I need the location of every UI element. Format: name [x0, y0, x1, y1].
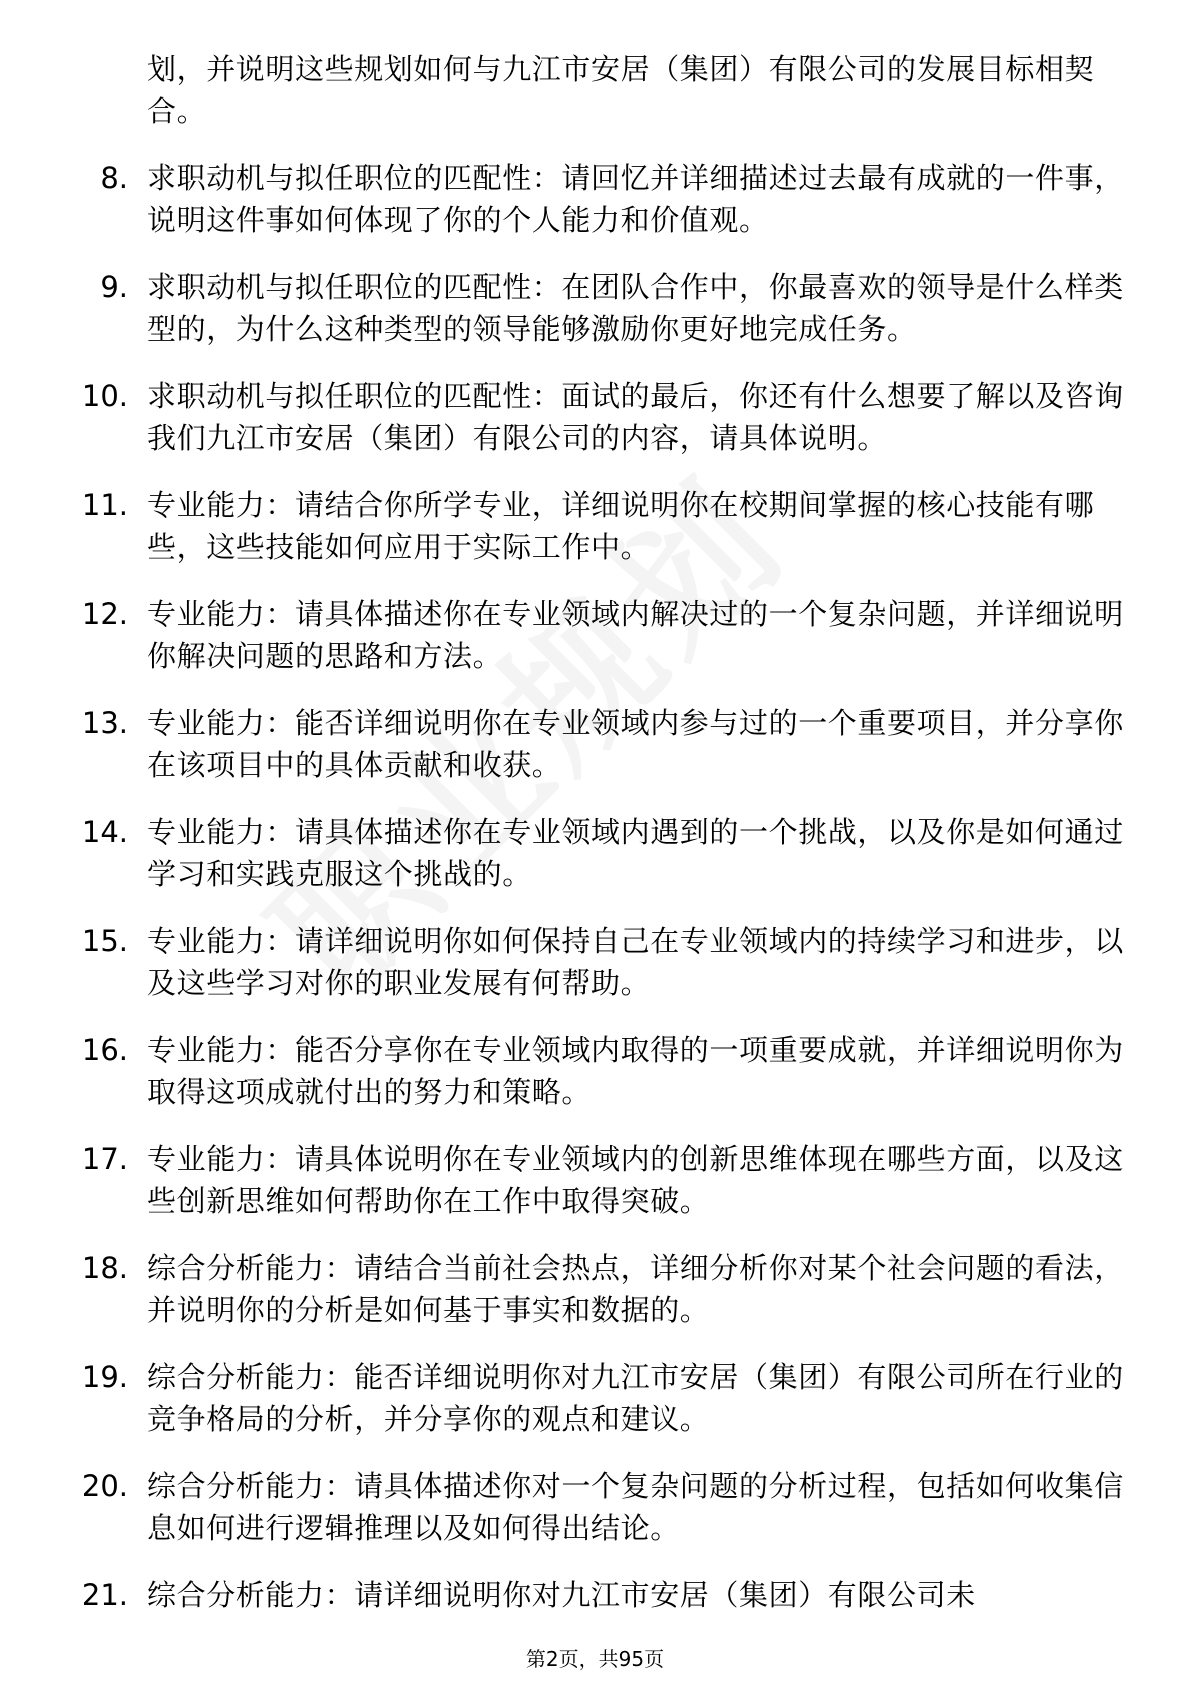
item-number: 8. [100, 161, 128, 195]
item-text: 综合分析能力：请具体描述你对一个复杂问题的分析过程，包括如何收集信息如何进行逻辑推理以及如何得出结论。 [147, 1469, 1124, 1545]
list-item [56, 811, 1124, 895]
item-text: 专业能力：请具体说明你在专业领域内的创新思维体现在哪些方面，以及这些创新思维如何帮助你在工作中取得突破。 [147, 1142, 1124, 1218]
item-number: 21. [81, 1578, 128, 1612]
list-item [56, 1138, 1124, 1222]
item-text: 求职动机与拟任职位的匹配性：在团队合作中，你最喜欢的领导是什么样类型的，为什么这种类型的领导能够激励你更好地完成任务。 [147, 270, 1124, 346]
item-number: 11. [81, 488, 128, 522]
list-item [56, 266, 1124, 350]
item-number: 15. [81, 924, 128, 958]
item-text: 专业能力：能否分享你在专业领域内取得的一项重要成就，并详细说明你为取得这项成就付出的努力和策略。 [147, 1033, 1124, 1109]
item-text: 专业能力：请具体描述你在专业领域内解决过的一个复杂问题，并详细说明你解决问题的思路和方法。 [147, 597, 1124, 673]
list-item [56, 702, 1124, 786]
list-item [56, 157, 1124, 241]
item-text: 求职动机与拟任职位的匹配性：请回忆并详细描述过去最有成就的一件事，说明这件事如何体现了你的个人能力和价值观。 [147, 161, 1124, 237]
continuation-text: 划，并说明这些规划如何与九江市安居（集团）有限公司的发展目标相契合。 [147, 52, 1095, 128]
item-number: 10. [81, 379, 128, 413]
item-number: 13. [81, 706, 128, 740]
list-item [56, 375, 1124, 459]
item-number: 18. [81, 1251, 128, 1285]
item-number: 16. [81, 1033, 128, 1067]
page-footer: 第2页，共95页 [525, 1647, 665, 1671]
list-item [56, 920, 1124, 1004]
item-text: 专业能力：请详细说明你如何保持自己在专业领域内的持续学习和进步，以及这些学习对你的职业发展有何帮助。 [147, 924, 1124, 1000]
list-item [56, 1029, 1124, 1113]
item-number: 20. [81, 1469, 128, 1503]
list-item [56, 1247, 1124, 1331]
item-text: 综合分析能力：请结合当前社会热点，详细分析你对某个社会问题的看法，并说明你的分析是如何基于事实和数据的。 [147, 1251, 1124, 1327]
list-item [56, 593, 1124, 677]
item-text: 专业能力：请结合你所学专业，详细说明你在校期间掌握的核心技能有哪些，这些技能如何应用于实际工作中。 [147, 488, 1095, 564]
item-text: 求职动机与拟任职位的匹配性：面试的最后，你还有什么想要了解以及咨询我们九江市安居（集团）有限公司的内容，请具体说明。 [147, 379, 1124, 455]
list-item [56, 1356, 1124, 1440]
list-item [56, 1465, 1124, 1549]
item-text: 综合分析能力：能否详细说明你对九江市安居（集团）有限公司所在行业的竞争格局的分析，并分享你的观点和建议。 [147, 1360, 1124, 1436]
item-text: 专业能力：能否详细说明你在专业领域内参与过的一个重要项目，并分享你在该项目中的具体贡献和收获。 [147, 706, 1124, 782]
item-text: 综合分析能力：请详细说明你对九江市安居（集团）有限公司未 [147, 1578, 976, 1612]
item-number: 12. [81, 597, 128, 631]
item-number: 17. [81, 1142, 128, 1176]
item-text: 专业能力：请具体描述你在专业领域内遇到的一个挑战，以及你是如何通过学习和实践克服这个挑战的。 [147, 815, 1124, 891]
item-number: 19. [81, 1360, 128, 1394]
list-item [56, 1574, 1116, 1616]
item-number: 14. [81, 815, 128, 849]
question-list [56, 48, 1124, 1616]
item-number: 9. [100, 270, 128, 304]
list-item [56, 484, 1116, 568]
